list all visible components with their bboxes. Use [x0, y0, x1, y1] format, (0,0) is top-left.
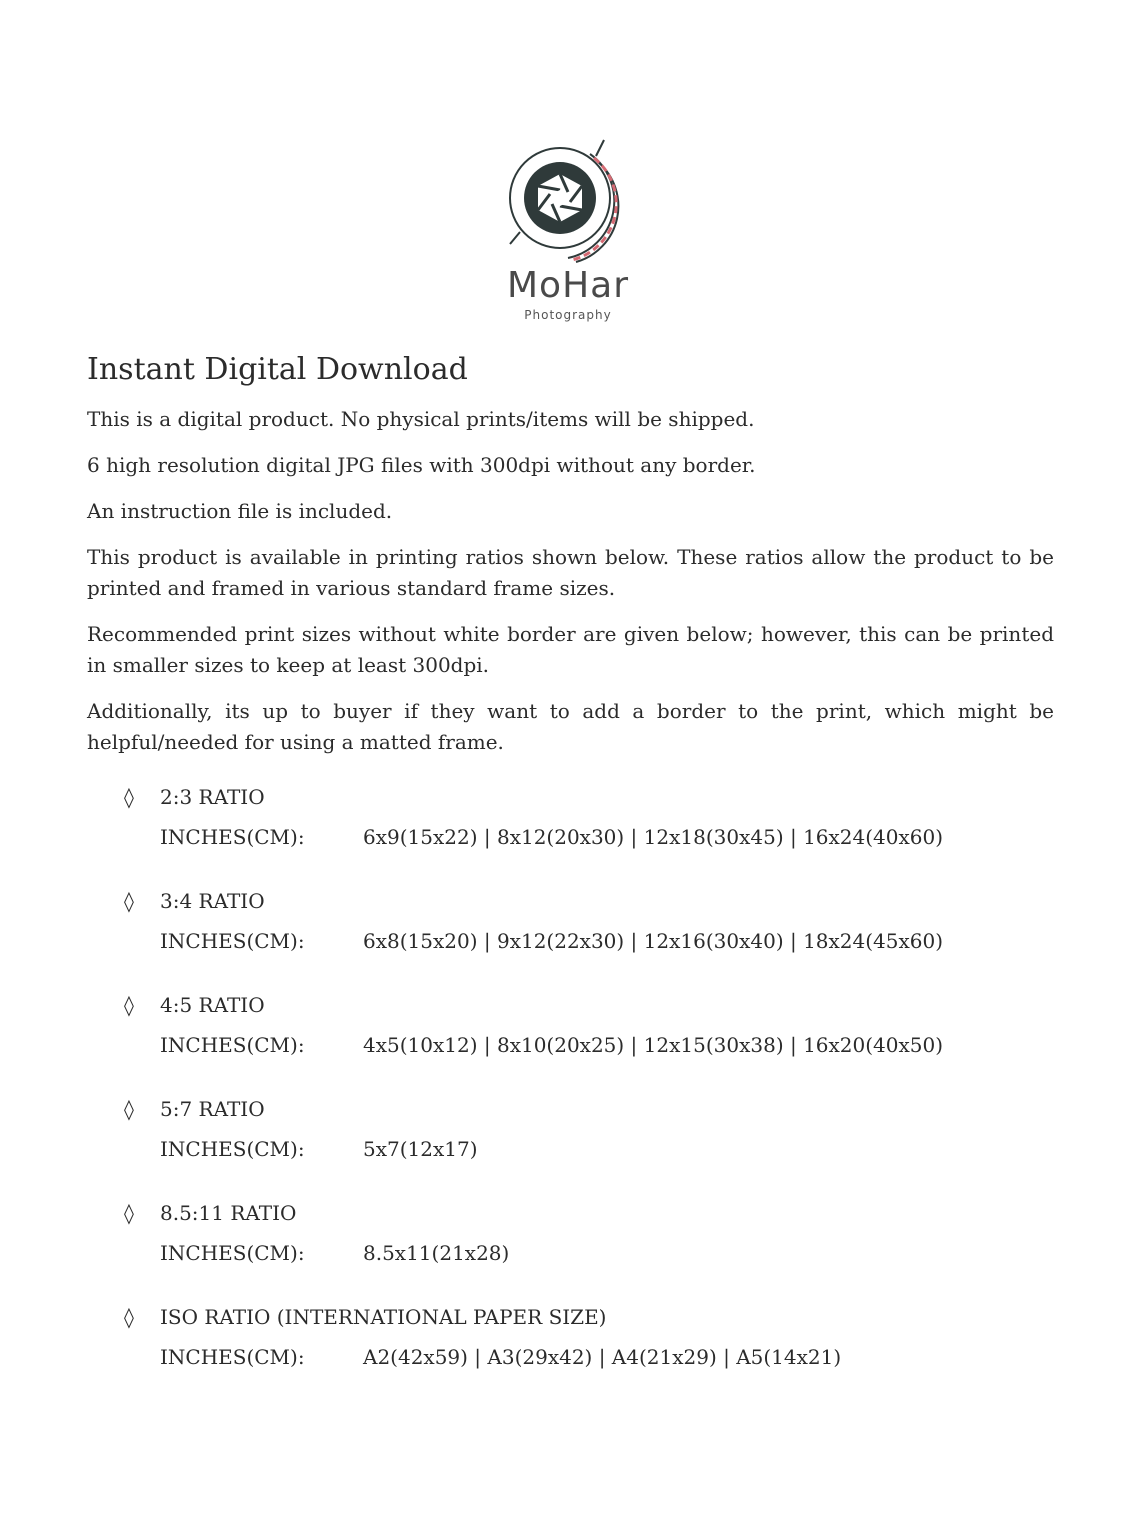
diamond-bullet-icon: ◊: [124, 1097, 134, 1121]
paragraph: Recommended print sizes without white border are given below; however, this can be printed in smaller sizes to keep at least 300dpi.: [87, 622, 1054, 677]
ratio-name: 4:5 RATIO: [160, 993, 265, 1017]
size-label: INCHES(CM):: [160, 825, 305, 849]
size-label: INCHES(CM):: [160, 1137, 305, 1161]
size-values: 4x5(10x12) | 8x10(20x25) | 12x15(30x38) | 16x20(40x50): [363, 1033, 944, 1057]
camera-shutter-icon: [498, 136, 638, 266]
diamond-bullet-icon: ◊: [124, 1201, 134, 1225]
paragraph: 6 high resolution digital JPG files with 300dpi without any border.: [87, 453, 756, 477]
paragraph: This product is available in printing ratios shown below. These ratios allow the product to be printed and framed in various standard frame sizes.: [87, 545, 1054, 600]
diamond-bullet-icon: ◊: [124, 1305, 134, 1329]
ratio-item: [87, 782, 1054, 886]
size-label: INCHES(CM):: [160, 1241, 305, 1265]
size-values: 8.5x11(21x28): [363, 1241, 510, 1265]
paragraph: Additionally, its up to buyer if they want to add a border to the print, which might be helpful/needed for using a matted frame.: [87, 699, 1054, 754]
brand-subtitle: Photography: [524, 308, 612, 322]
brand-logo: [498, 136, 638, 331]
ratio-name: 5:7 RATIO: [160, 1097, 265, 1121]
ratio-name: ISO RATIO (INTERNATIONAL PAPER SIZE): [160, 1305, 607, 1329]
size-label: INCHES(CM):: [160, 1345, 305, 1369]
ratio-item: [87, 1198, 1054, 1302]
ratio-item: [87, 886, 1054, 990]
size-values: A2(42x59) | A3(29x42) | A4(21x29) | A5(14x21): [363, 1345, 842, 1369]
page-title: Instant Digital Download: [87, 352, 468, 387]
size-values: 5x7(12x17): [363, 1137, 478, 1161]
ratio-item: [87, 990, 1054, 1094]
diamond-bullet-icon: ◊: [124, 889, 134, 913]
ratio-list: [87, 782, 1054, 1406]
brand-name: MoHar: [506, 265, 630, 306]
diamond-bullet-icon: ◊: [124, 993, 134, 1017]
size-label: INCHES(CM):: [160, 1033, 305, 1057]
document-body: [87, 348, 1054, 1406]
size-values: 6x8(15x20) | 9x12(22x30) | 12x16(30x40) | 18x24(45x60): [363, 929, 944, 953]
ratio-name: 8.5:11 RATIO: [160, 1201, 297, 1225]
ratio-item: [87, 1302, 1054, 1406]
paragraph: This is a digital product. No physical prints/items will be shipped.: [87, 407, 755, 431]
ratio-item: [87, 1094, 1054, 1198]
size-label: INCHES(CM):: [160, 929, 305, 953]
diamond-bullet-icon: ◊: [124, 785, 134, 809]
ratio-name: 2:3 RATIO: [160, 785, 265, 809]
paragraph: An instruction file is included.: [87, 499, 393, 523]
size-values: 6x9(15x22) | 8x12(20x30) | 12x18(30x45) | 16x24(40x60): [363, 825, 944, 849]
ratio-name: 3:4 RATIO: [160, 889, 265, 913]
